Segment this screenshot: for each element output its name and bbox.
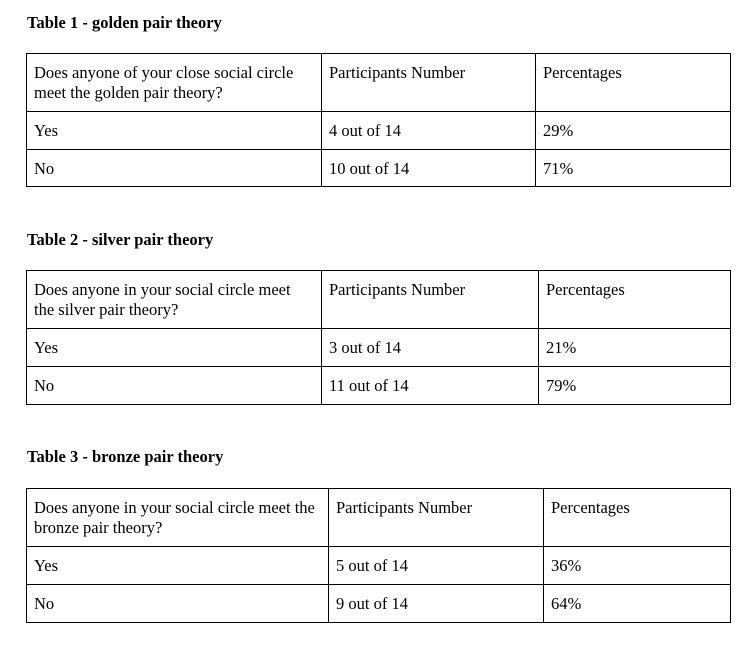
table-row	[27, 112, 731, 150]
table-cell: 10 out of 14	[322, 150, 536, 187]
table-cell: 79%	[539, 367, 731, 405]
table-1-title: Table 1 - golden pair theory	[27, 13, 222, 32]
header-cell-percentages: Percentages	[544, 489, 731, 547]
table-row	[27, 329, 731, 367]
header-cell-question: Does anyone in your social circle meet the bronze pair theory?	[27, 489, 329, 547]
table-bronze-pair	[26, 488, 731, 623]
table-cell: 4 out of 14	[322, 112, 536, 150]
header-cell-percentages: Percentages	[539, 271, 731, 329]
header-cell-percentages: Percentages	[536, 54, 731, 112]
table-cell: No	[27, 585, 329, 623]
table-cell: No	[27, 367, 322, 405]
table-cell: 36%	[544, 547, 731, 585]
table-cell: 64%	[544, 585, 731, 623]
table-cell: 11 out of 14	[322, 367, 539, 405]
table-cell: 71%	[536, 150, 731, 187]
table-cell: 29%	[536, 112, 731, 150]
table-cell: No	[27, 150, 322, 187]
table-row	[27, 585, 731, 623]
header-cell-question: Does anyone in your social circle meet the silver pair theory?	[27, 271, 322, 329]
header-cell-question: Does anyone of your close social circle meet the golden pair theory?	[27, 54, 322, 112]
table-2-title: Table 2 - silver pair theory	[27, 230, 214, 249]
table-cell: 21%	[539, 329, 731, 367]
table-3-title: Table 3 - bronze pair theory	[27, 447, 224, 466]
table-cell: 5 out of 14	[329, 547, 544, 585]
table-header-row	[27, 54, 731, 112]
table-row	[27, 150, 731, 187]
table-row	[27, 547, 731, 585]
table-header-row	[27, 489, 731, 547]
table-cell: Yes	[27, 329, 322, 367]
header-cell-participants: Participants Number	[322, 271, 539, 329]
header-cell-participants: Participants Number	[329, 489, 544, 547]
table-cell: Yes	[27, 547, 329, 585]
table-cell: 3 out of 14	[322, 329, 539, 367]
table-silver-pair	[26, 270, 731, 405]
table-header-row	[27, 271, 731, 329]
table-cell: Yes	[27, 112, 322, 150]
table-row	[27, 367, 731, 405]
header-cell-participants: Participants Number	[322, 54, 536, 112]
table-golden-pair	[26, 53, 731, 187]
table-cell: 9 out of 14	[329, 585, 544, 623]
